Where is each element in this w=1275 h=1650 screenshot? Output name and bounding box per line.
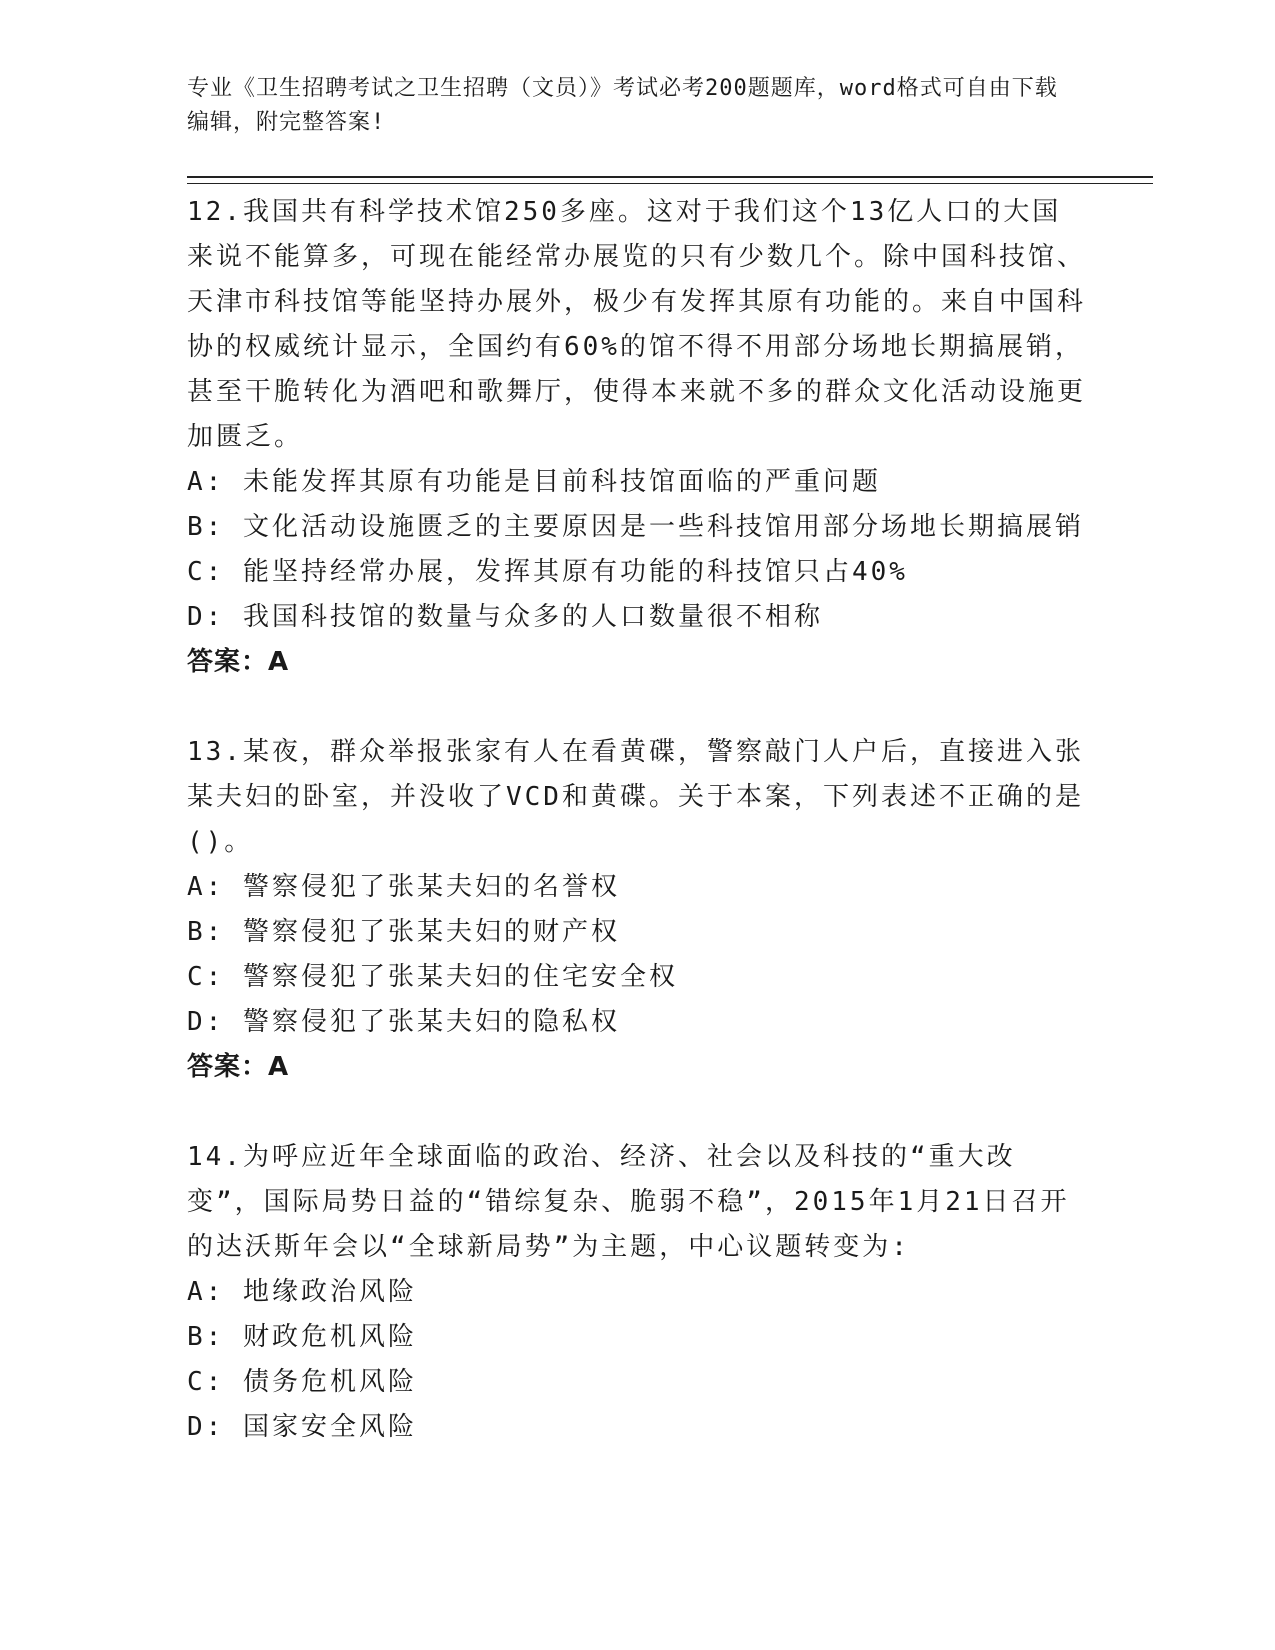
option-c: C: 警察侵犯了张某夫妇的住宅安全权 [187, 962, 678, 992]
document-header: 专业《卫生招聘考试之卫生招聘（文员）》考试必考200题题库，word格式可自由下载编辑，附完整答案! [187, 76, 1058, 135]
option-d: D: 我国科技馆的数量与众多的人口数量很不相称 [187, 602, 823, 632]
question-14 [187, 1135, 1087, 1450]
option-d: D: 警察侵犯了张某夫妇的隐私权 [187, 1007, 620, 1037]
option-c: C: 债务危机风险 [187, 1367, 417, 1397]
question-stem: 14.为呼应近年全球面临的政治、经济、社会以及科技的“重大改变”，国际局势日益的“错综复杂、脆弱不稳”，2015年1月21日召开的达沃斯年会以“全球新局势”为主题，中心议题转变为: [187, 1142, 1070, 1262]
question-stem: 13.某夜，群众举报张家有人在看黄碟，警察敲门人户后，直接进入张某夫妇的卧室，并没收了VCD和黄碟。关于本案，下列表述不正确的是()。 [187, 737, 1084, 857]
question-12 [187, 190, 1087, 685]
option-b: B: 警察侵犯了张某夫妇的财产权 [187, 917, 620, 947]
question-stem: 12.我国共有科学技术馆250多座。这对于我们这个13亿人口的大国来说不能算多，可现在能经常办展览的只有少数几个。除中国科技馆、天津市科技馆等能坚持办展外，极少有发挥其原有功能的。来自中国科协的权威统计显示，全国约有60%的馆不得不用部分场地长期搞展销，甚至干脆转化为酒吧和歌舞厅，使得本来就不多的群众文化活动设施更加匮乏。 [187, 197, 1087, 452]
option-a: A: 地缘政治风险 [187, 1277, 417, 1307]
answer: 答案：A [187, 1052, 290, 1082]
answer: 答案：A [187, 647, 290, 677]
option-a: A: 警察侵犯了张某夫妇的名誉权 [187, 872, 620, 902]
question-list [187, 190, 1087, 1495]
option-a: A: 未能发挥其原有功能是目前科技馆面临的严重问题 [187, 467, 881, 497]
question-13 [187, 730, 1087, 1090]
header-divider-thick [187, 176, 1153, 178]
option-b: B: 财政危机风险 [187, 1322, 417, 1352]
header-divider-thin [187, 183, 1153, 184]
option-b: B: 文化活动设施匮乏的主要原因是一些科技馆用部分场地长期搞展销 [187, 512, 1084, 542]
option-d: D: 国家安全风险 [187, 1412, 417, 1442]
option-c: C: 能坚持经常办展，发挥其原有功能的科技馆只占40% [187, 557, 908, 587]
